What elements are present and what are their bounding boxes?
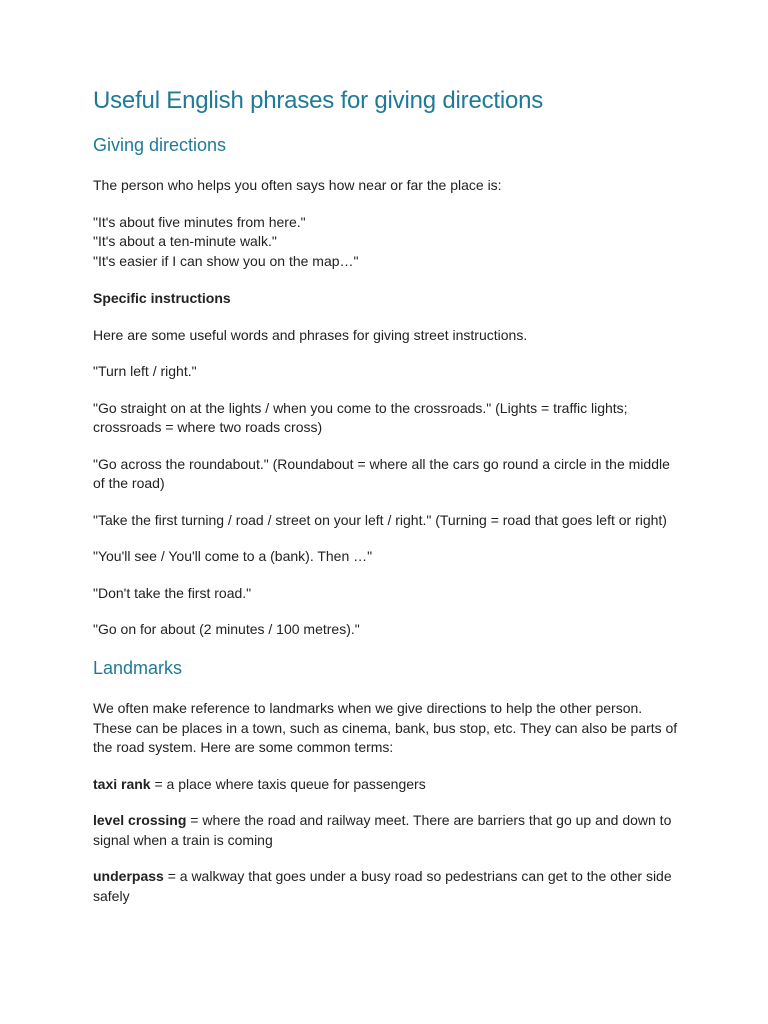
distance-phrase: "It's about five minutes from here." (93, 213, 306, 230)
giving-directions-intro: The person who helps you often says how near or far the place is: (93, 177, 502, 194)
section-heading-giving-directions: Giving directions (93, 135, 227, 155)
instruction-phrase: "Turn left / right." (93, 363, 197, 380)
landmark-term: underpass (93, 868, 164, 885)
instruction-phrase: "You'll see / You'll come to a (bank). Then …" (93, 548, 373, 565)
landmark-definition: = a walkway that goes under a busy road so pedestrians can get to the other side safely (93, 868, 672, 904)
distance-phrases (93, 213, 683, 272)
section-heading-landmarks: Landmarks (93, 657, 183, 678)
document-page (93, 86, 683, 923)
instruction-phrase: "Take the first turning / road / street on your left / right." (Turning = road that goes left or right) (93, 511, 667, 528)
landmark-term-entry (93, 811, 683, 850)
landmarks-intro: We often make reference to landmarks when we give directions to help the other person. These can be places in a town, such as cinema, bank, bus stop, etc. They can also be parts of the road system. Here are some common terms: (93, 700, 678, 756)
page-title: Useful English phrases for giving directions (93, 87, 544, 114)
landmark-term-entry (93, 867, 683, 906)
landmark-definition: = where the road and railway meet. There are barriers that go up and down to signal when a train is coming (93, 812, 672, 848)
instruction-phrase: "Go across the roundabout." (Roundabout = where all the cars go round a circle in the middle of the road) (93, 455, 670, 492)
landmark-term-entry (93, 775, 683, 795)
distance-phrase: "It's about a ten-minute walk." (93, 233, 277, 250)
instruction-phrase: "Go straight on at the lights / when you come to the crossroads." (Lights = traffic lights; crossroads = where two roads cross) (93, 399, 628, 436)
landmark-term: taxi rank (93, 775, 151, 792)
instruction-phrase: "Go on for about (2 minutes / 100 metres)." (93, 621, 360, 638)
landmark-definition: = a place where taxis queue for passengers (150, 775, 426, 792)
landmark-term: level crossing (93, 812, 187, 829)
subheading-specific-instructions: Specific instructions (93, 290, 231, 307)
instruction-phrase: "Don't take the first road." (93, 584, 252, 601)
specific-instructions-intro: Here are some useful words and phrases for giving street instructions. (93, 326, 528, 343)
distance-phrase: "It's easier if I can show you on the map…" (93, 252, 359, 269)
